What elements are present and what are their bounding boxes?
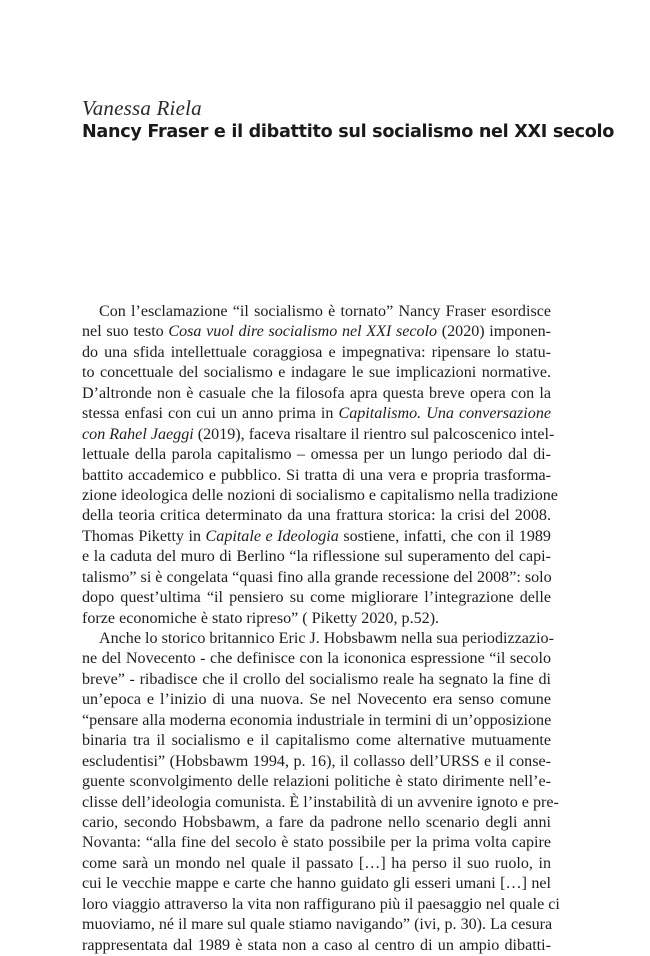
body-line: forze economiche è stato ripreso” ( Piketty 2020, p.52). [82,609,440,627]
body-line: battito accademico e pubblico. Si tratta di una vera e propria trasforma- [82,466,551,484]
body-line: guente sconvolgimento delle relazioni politiche è stato dirimente nell’e- [82,773,551,791]
body-line: lettuale della parola capitalismo – omessa per un lungo periodo dal di- [82,446,551,464]
body-line: do una sfida intellettuale coraggiosa e impegnativa: ripensare lo statu- [82,343,551,361]
body-line: cui le vecchie mappe e carte che hanno guidato gli esseri umani […] nel [82,875,551,893]
body-line: Novanta: “alla fine del secolo è stato possibile per la prima volta capire [82,834,551,852]
body-line: cario, secondo Hobsbawm, a fare da padrone nello scenario degli anni [82,813,551,831]
body-line: escludentisi” (Hobsbawm 1994, p. 16), il collasso dell’URSS e il conse- [82,752,551,770]
body-line: Thomas Piketty in Capitale e Ideologia sostiene, infatti, che con il 1989 [82,527,551,545]
body-line: “pensare alla moderna economia industriale in termini di un’opposizione [82,711,552,729]
body-line: binaria tra il socialismo e il capitalismo come alternative mutuamente [82,732,551,750]
body-line: con Rahel Jaeggi (2019), faceva risaltare il rientro sul palcoscenico intel- [82,425,555,443]
body-line: muoviamo, né il mare sul quale stiamo navigando” (ivi, p. 30). La cesura [82,916,553,934]
body-line: nel suo testo Cosa vuol dire socialismo nel XXI secolo (2020) imponen- [82,323,551,341]
body-line: della teoria critica determinato da una frattura storica: la crisi del 2008. [82,507,551,525]
body-line: D’altronde non è casuale che la filosofa apra questa breve opera con la [82,384,551,402]
body-line: stessa enfasi con cui un anno prima in Capitalismo. Una conversazione [82,405,552,423]
body-line: talismo” si è congelata “quasi fino alla grande recessione del 2008”: solo [82,568,552,586]
body-line: un’epoca e l’inizio di una nuova. Se nel Novecento era senso comune [82,691,551,709]
body-line: rappresentata dal 1989 è stata non a caso al centro di un ampio dibatti- [82,936,551,954]
article-body [82,302,560,956]
body-line: dopo quest’ultima “il pensiero su come migliorare l’integrazione delle [82,589,551,607]
body-line: loro viaggio attraverso la vita non raffigurano più il paesaggio nel quale ci [82,895,560,913]
body-line: e la caduta del muro di Berlino “la riflessione sul superamento del capi- [82,548,551,566]
body-line: come sarà un mondo nel quale il passato […] ha perso il suo ruolo, in [82,854,551,872]
body-line: to concettuale del socialismo e indagare le sue implicazioni normative. [82,364,551,382]
article-author: Vanessa Riela [82,96,202,120]
article-title: Nancy Fraser e il dibattito sul socialismo nel XXI secolo [82,122,615,142]
body-line: zione ideologica delle nozioni di socialismo e capitalismo nella tradizione [82,486,558,504]
body-line: breve” - ribadisce che il crollo del socialismo reale ha segnato la fine di [82,670,551,688]
body-line: clisse dell’ideologia comunista. È l’instabilità di un avvenire ignoto e pre- [82,793,559,811]
body-line: ne del Novecento - che definisce con la icononica espressione “il secolo [82,650,551,668]
body-line: Con l’esclamazione “il socialismo è tornato” Nancy Fraser esordisce [99,303,551,320]
body-line: Anche lo storico britannico Eric J. Hobsbawm nella sua periodizzazio- [99,630,554,647]
